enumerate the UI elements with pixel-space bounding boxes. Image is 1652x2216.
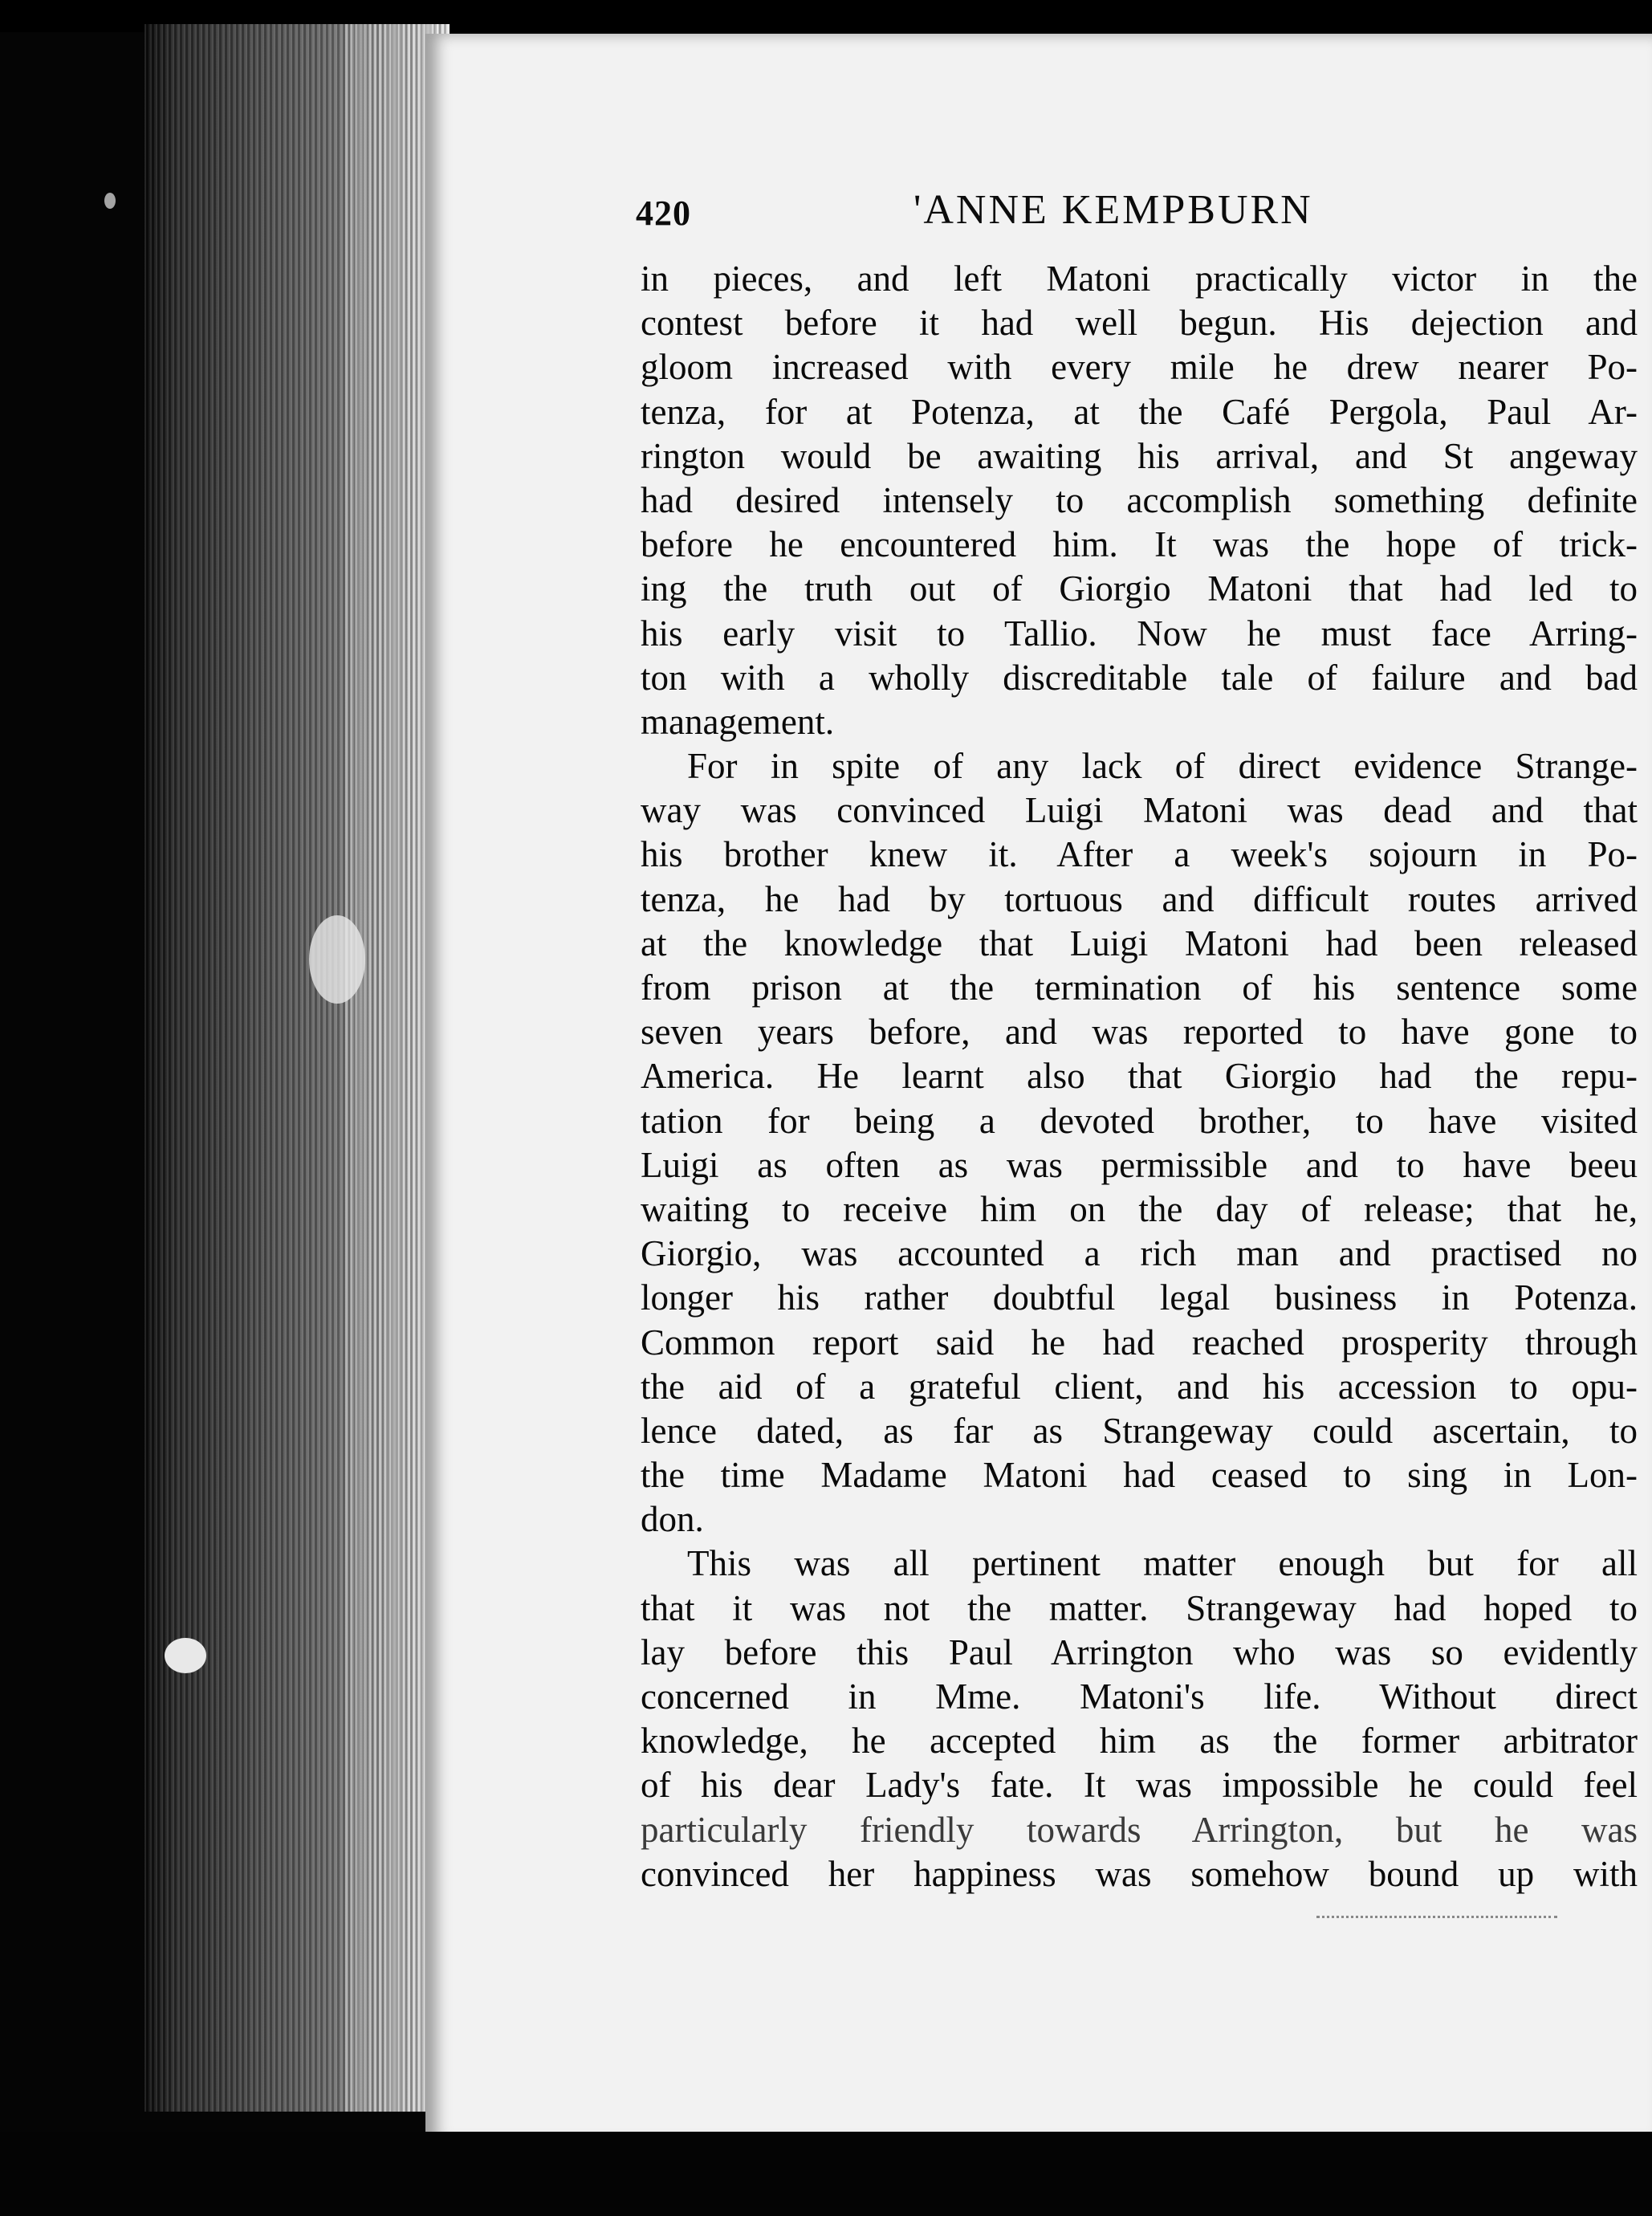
text-line: contest before it had well begun. His dejection and — [641, 303, 1638, 344]
page-header — [636, 186, 1438, 242]
text-line: This was all pertinent matter enough but for all — [687, 1543, 1638, 1584]
text-line: lay before this Paul Arrington who was so evidently — [641, 1631, 1638, 1672]
text-line: For in spite of any lack of direct evidence Strange- — [687, 746, 1638, 787]
text-line: concerned in Mme. Matoni's life. Without direct — [641, 1676, 1638, 1717]
edge-speck — [104, 193, 116, 209]
text-line: longer his rather doubtful legal business in Potenza. — [641, 1277, 1638, 1318]
text-line: tenza, for at Potenza, at the Café Pergola, Paul Ar- — [641, 391, 1638, 432]
text-line: before he encountered him. It was the hope of trick- — [641, 524, 1638, 565]
text-line: Luigi as often as was permissible and to have beeu — [641, 1144, 1638, 1185]
text-line: his early visit to Tallio. Now he must face Arring- — [641, 613, 1638, 654]
text-line: Giorgio, was accounted a rich man and practised no — [641, 1233, 1638, 1274]
text-line: at the knowledge that Luigi Matoni had been released — [641, 923, 1638, 963]
running-head-title: 'ANNE KEMPBURN — [913, 187, 1313, 233]
text-line: Common report said he had reached prosperity through — [641, 1322, 1638, 1363]
text-line: America. He learnt also that Giorgio had the repu- — [641, 1056, 1638, 1097]
text-line: don. — [641, 1499, 704, 1540]
text-line: knowledge, he accepted him as the former arbitrator — [641, 1721, 1638, 1762]
text-line: the time Madame Matoni had ceased to sing in Lon- — [641, 1455, 1638, 1496]
text-line: ton with a wholly discreditable tale of failure and bad — [641, 657, 1638, 698]
scan-bottom-border — [0, 2132, 1652, 2216]
paragraph — [641, 1542, 1638, 1896]
text-line: convinced her happiness was somehow bound up with — [641, 1853, 1638, 1894]
text-line: lence dated, as far as Strangeway could ascertain, to — [641, 1410, 1638, 1451]
text-line: of his dear Lady's fate. It was impossible he could feel — [641, 1765, 1638, 1806]
text-line: management. — [641, 701, 835, 742]
text-line: had desired intensely to accomplish something definite — [641, 479, 1638, 520]
edge-speck — [165, 1638, 206, 1673]
text-line: rington would be awaiting his arrival, and St angeway — [641, 435, 1638, 476]
text-line: his brother knew it. After a week's sojourn in Po- — [641, 834, 1638, 875]
body-text — [641, 257, 1638, 1896]
edge-speck — [309, 915, 365, 1004]
text-line: way was convinced Luigi Matoni was dead and that — [641, 790, 1638, 831]
text-line: from prison at the termination of his sentence some — [641, 967, 1638, 1008]
paragraph — [641, 257, 1638, 744]
text-line: that it was not the matter. Strangeway had hoped to — [641, 1587, 1638, 1628]
paragraph — [641, 744, 1638, 1542]
text-line: tation for being a devoted brother, to have visited — [641, 1100, 1638, 1141]
text-line: tenza, he had by tortuous and difficult routes arrived — [641, 878, 1638, 919]
text-line: seven years before, and was reported to have gone to — [641, 1012, 1638, 1053]
text-line: particularly friendly towards Arrington, but he was — [641, 1809, 1638, 1850]
text-line: in pieces, and left Matoni practically victor in the — [641, 259, 1638, 299]
next-line-trace — [1316, 1916, 1557, 1921]
text-line: ing the truth out of Giorgio Matoni that had led to — [641, 568, 1638, 609]
text-line: the aid of a grateful client, and his accession to opu- — [641, 1366, 1638, 1407]
page-number: 420 — [636, 193, 691, 233]
text-line: waiting to receive him on the day of release; that he, — [641, 1188, 1638, 1229]
text-line: gloom increased with every mile he drew nearer Po- — [641, 347, 1638, 388]
